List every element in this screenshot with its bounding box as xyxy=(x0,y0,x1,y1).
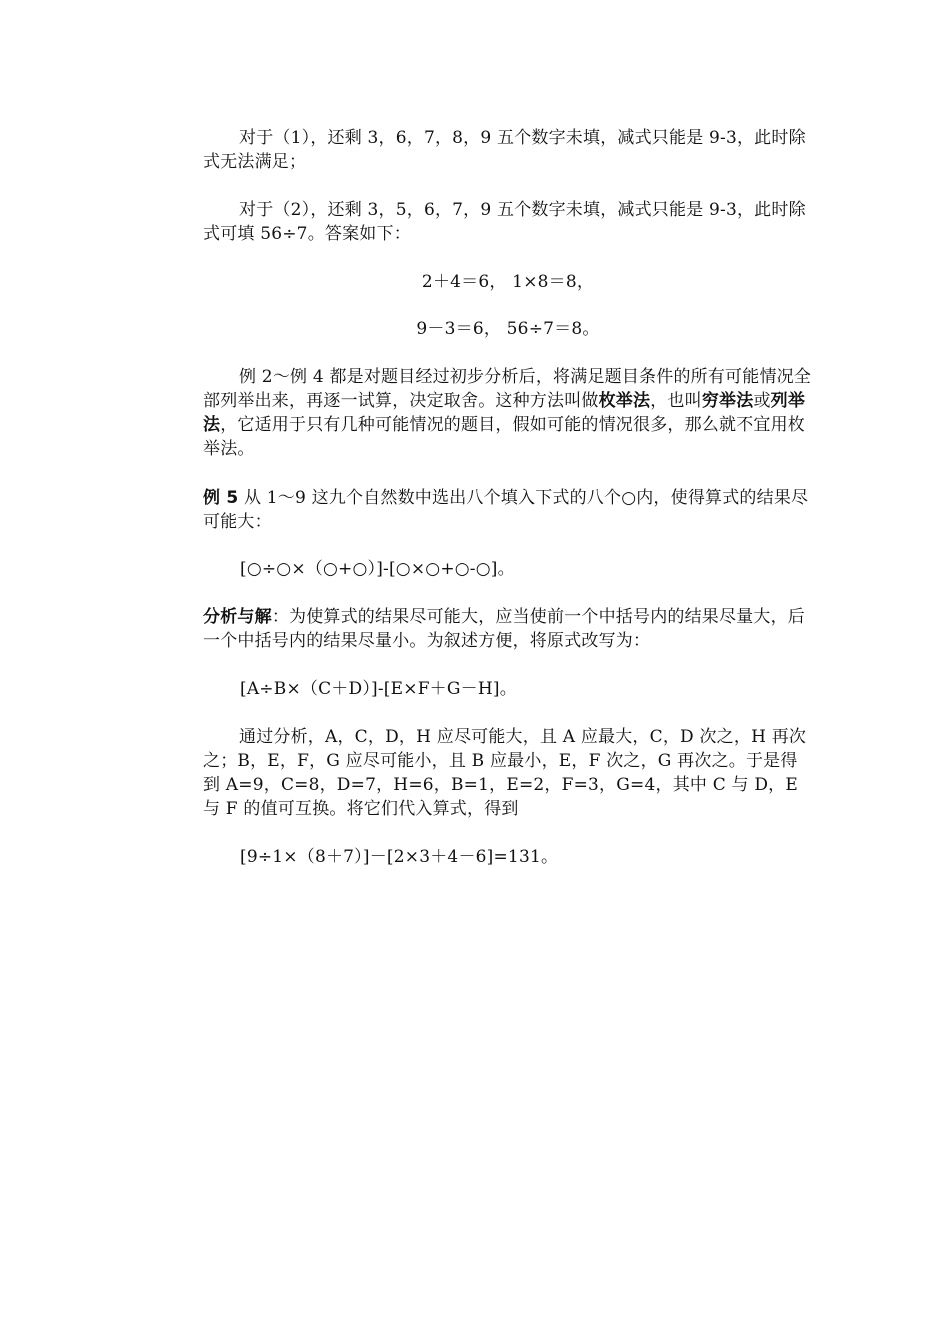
example-5-statement xyxy=(203,486,813,534)
bold-term-exhaustion: 穷举法 xyxy=(701,391,754,411)
bold-term-listing: 列举法 xyxy=(203,391,806,435)
analysis-paragraph xyxy=(203,605,813,653)
paragraph-assignment: 通过分析，A，C，D，H 应尽可能大，且 A 应最大，C，D 次之，H 再次之；B，E，F，G 应尽可能小，且 B 应最小，E，F 次之，G 再次之。于是得到 A=9，C=8，D=7，H=6，B=1，E=2，F=3，G=4，其中 C 与 D，E 与 F 的值可互换。将它们代入算式，得到 xyxy=(203,727,807,819)
text-segment: 或 xyxy=(753,391,771,411)
example-5-text: 从 1～9 这九个自然数中选出八个填入下式的八个○内，使得算式的结果尽可能大： xyxy=(203,488,809,532)
text-segment: 例 2～例 4 都是对题目经过初步分析后，将满足题目条件的所有可能情况全部列举出来，再逐一试算，决定取舍。这种方法叫做 xyxy=(203,367,812,411)
text-segment: ，也叫 xyxy=(650,391,702,411)
analysis-text: ：为使算式的结果尽可能大，应当使前一个中括号内的结果尽量大，后一个中括号内的结果尽量小。为叙述方便，将原式改写为： xyxy=(203,607,806,651)
text-segment: ，它适用于只有几种可能情况的题目，假如可能的情况很多，那么就不宜用枚举法。 xyxy=(203,415,806,459)
formula-result: [9÷1×（8＋7）]－[2×3＋4－6]=131。 xyxy=(240,847,559,867)
bold-term-enumeration: 枚举法 xyxy=(598,391,651,411)
paragraph-case-2: 对于（2），还剩 3，5，6，7，9 五个数字未填，减式只能是 9-3，此时除式可填 56÷7。答案如下： xyxy=(203,200,806,244)
example-5-label: 例 5 xyxy=(203,488,239,508)
equation-line-2: 9－3＝6， 56÷7＝8。 xyxy=(416,319,600,339)
formula-letters: [A÷B×（C＋D）]-[E×F＋G－H]。 xyxy=(240,679,517,699)
paragraph-enumeration-method xyxy=(203,365,813,461)
formula-circles: [○÷○×（○+○）]-[○×○+○-○]。 xyxy=(240,559,515,579)
equation-line-1: 2＋4＝6， 1×8＝8， xyxy=(421,272,595,292)
analysis-label: 分析与解 xyxy=(203,607,272,627)
paragraph-case-1: 对于（1），还剩 3，6，7，8，9 五个数字未填，减式只能是 9-3，此时除式无法满足； xyxy=(203,128,806,172)
